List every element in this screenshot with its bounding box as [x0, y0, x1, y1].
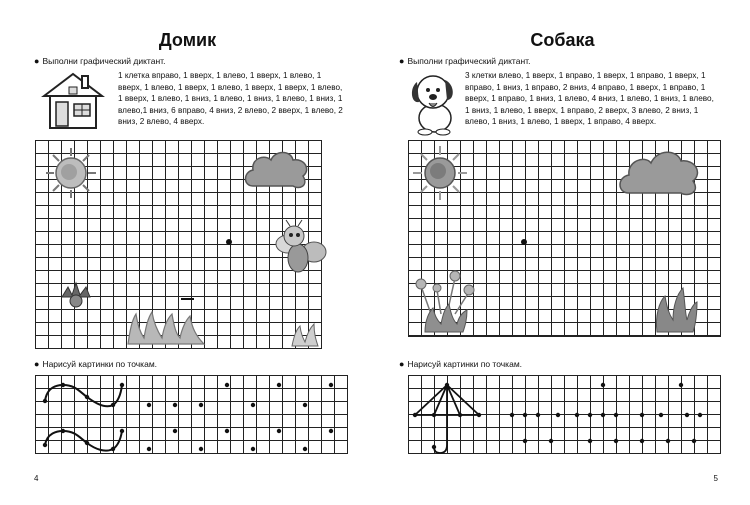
sun-icon	[411, 144, 469, 202]
house-icon	[38, 70, 108, 132]
flower-icon	[58, 279, 94, 309]
page-title: Домик	[158, 30, 217, 50]
page-title: Собака	[530, 30, 595, 50]
bullet-icon: ●	[399, 359, 405, 369]
umbrella-drawing	[408, 375, 720, 453]
bush-icon	[653, 286, 699, 334]
page-number: 4	[34, 474, 39, 483]
wave-drawing	[35, 375, 347, 453]
cloud-icon	[243, 146, 311, 192]
reference-line	[181, 298, 194, 300]
cloud-icon	[617, 145, 703, 199]
dictation-start-dot	[226, 239, 232, 245]
instruction: ● Выполни графический диктант.	[399, 56, 531, 66]
puppy-icon	[407, 70, 465, 136]
page-number: 5	[713, 474, 718, 483]
bullet-icon: ●	[34, 359, 40, 369]
grass-icon	[124, 310, 208, 346]
instruction: ● Выполни графический диктант.	[34, 56, 166, 66]
dictation-text: 1 клетка вправо, 1 вверх, 1 влево, 1 вверх, 1 влево, 1 вверх, 1 влево, 1 вверх, 1 влево, 1 вверх, 1 вверх, 1 влево, 1 вверх, 1 влево, 1 вниз, 1 влево, 1 вниз, 1 влево, 1 вниз, 1 влево,1 вниз, 6 вправо, 4 вниз, 2 влево, 2 вверх, 1 влево, 2 вниз, 2 влево, 4 вверх.	[118, 71, 343, 126]
dots-instruction: ● Нарисуй картинки по точкам.	[399, 359, 523, 369]
bullet-icon: ●	[399, 56, 405, 66]
dictation-text: 3 клетки влево, 1 вверх, 1 вправо, 1 вверх, 1 вправо, 1 вверх, 1 вправо, 1 вниз, 1 вправо, 2 вниз, 4 вправо, 1 вверх, 1 вправо, 1 вверх, 1 вправо, 1 вниз, 1 влево, 4 вниз, 1 влево, 1 вниз, 1 влево, 1 вниз, 1 влево, 1 вверх, 1 вправо, 2 вверх, 3 влево, 2 вниз, 1 влево, 1 вниз, 1 влево, 1 вверх, 1 вправо, 4 вверх.	[465, 71, 714, 126]
bee-icon	[270, 218, 328, 276]
bullet-icon: ●	[34, 56, 40, 66]
sun-icon	[44, 146, 98, 200]
right-page	[375, 0, 750, 505]
flowers-icon	[411, 268, 479, 334]
dots-instruction: ● Нарисуй картинки по точкам.	[34, 359, 158, 369]
dictation-start-dot	[521, 239, 527, 245]
plant-icon	[290, 322, 320, 348]
